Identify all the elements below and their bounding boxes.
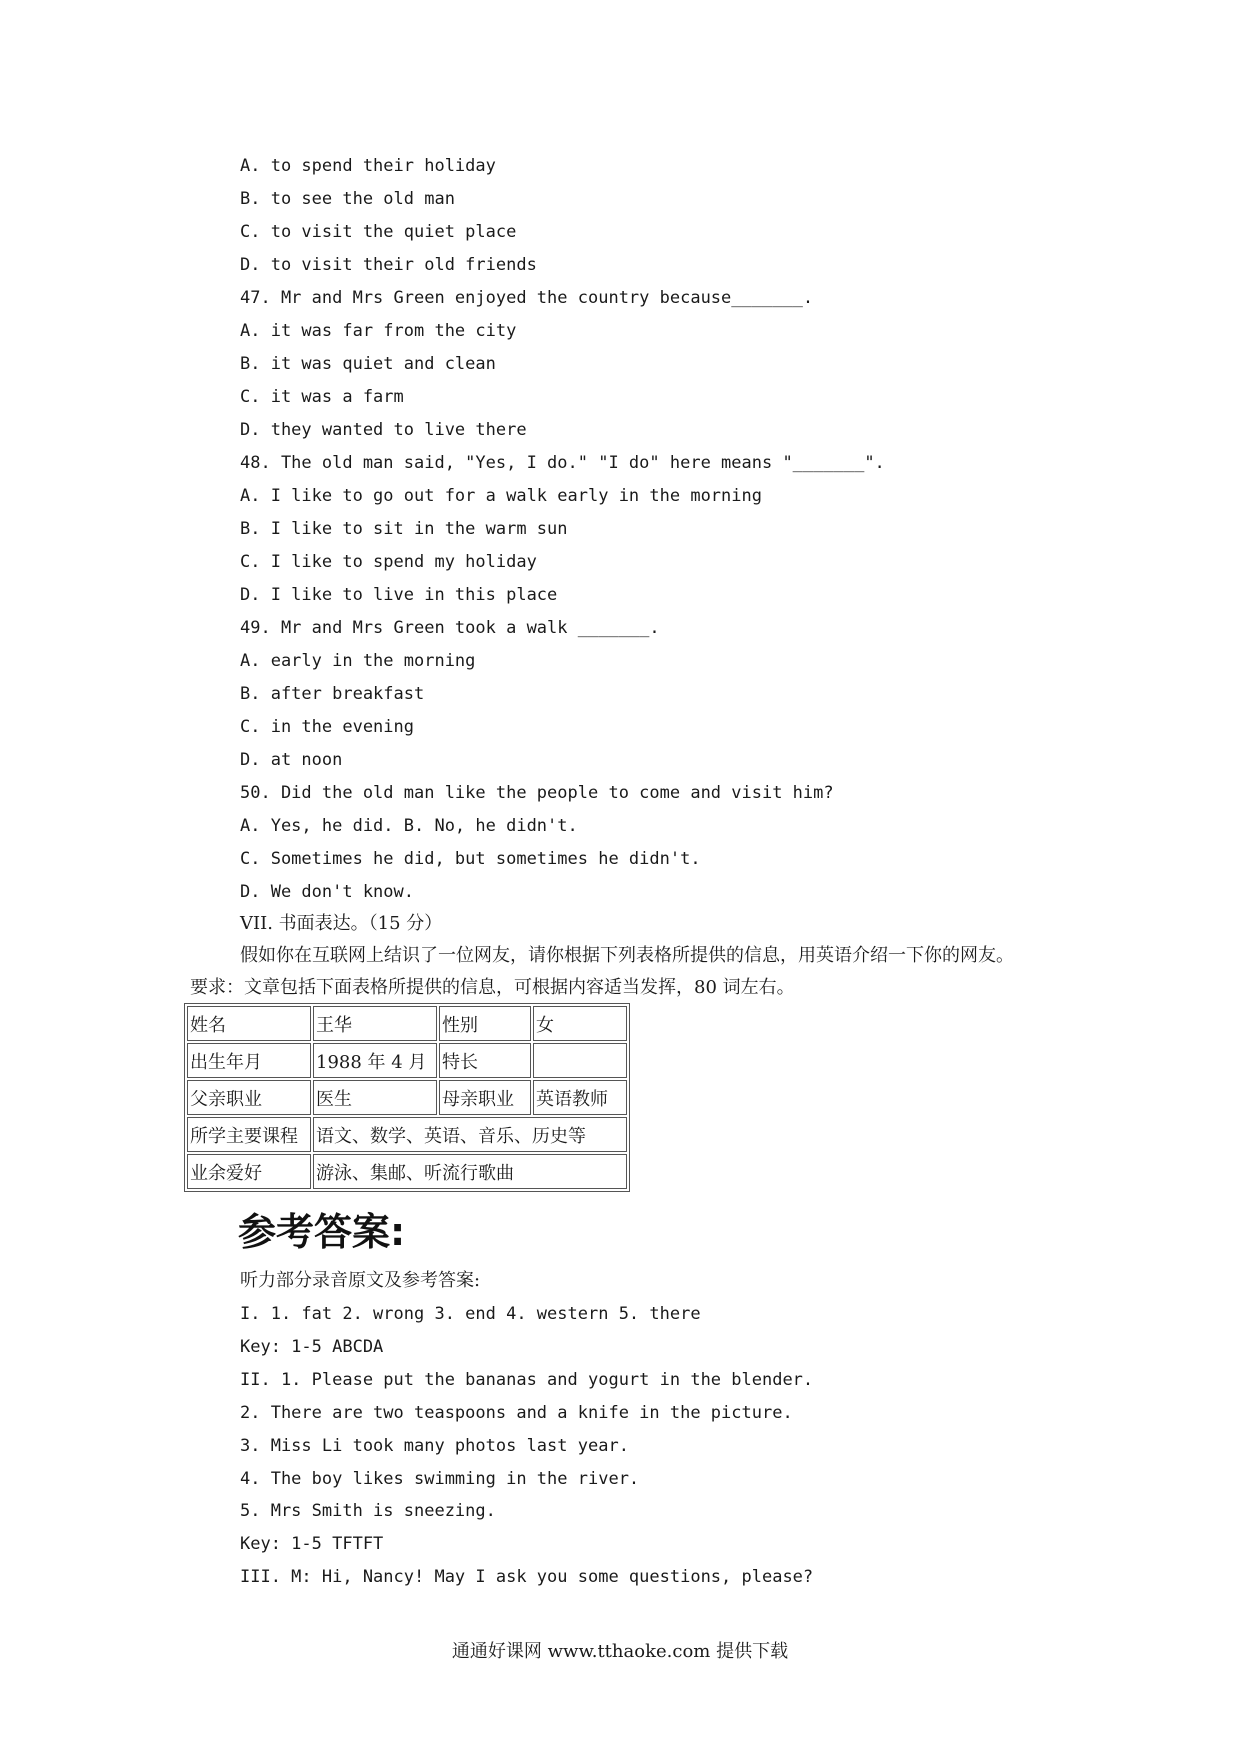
table-cell: 女: [533, 1006, 627, 1041]
page-footer: 通通好课网 www.tthaoke.com 提供下载: [451, 1641, 789, 1662]
answer-key: Key: 1-5 TFTFT: [240, 1534, 384, 1554]
answer-line: I. 1. fat 2. wrong 3. end 4. western 5. there: [240, 1304, 701, 1324]
answer-line: 5. Mrs Smith is sneezing.: [240, 1501, 496, 1521]
writing-prompt: 假如你在互联网上结识了一位网友，请你根据下列表格所提供的信息，用英语介绍一下你的网友。: [240, 945, 1014, 966]
table-cell: 游泳、集邮、听流行歌曲: [313, 1154, 627, 1189]
table-cell: 特长: [439, 1043, 531, 1078]
table-cell: 1988 年 4 月: [313, 1043, 437, 1078]
answer-line: II. 1. Please put the bananas and yogurt in the blender.: [240, 1370, 814, 1390]
pen-pal-info-table: [184, 1003, 630, 1192]
option-line: D. to visit their old friends: [240, 255, 537, 275]
question-48: 48. The old man said, "Yes, I do." "I do" here means "_______".: [240, 453, 885, 473]
option-line: A. I like to go out for a walk early in the morning: [240, 486, 762, 506]
table-cell: 姓名: [187, 1006, 311, 1041]
writing-requirement: 要求：文章包括下面表格所提供的信息，可根据内容适当发挥，80 词左右。: [190, 977, 795, 998]
table-row: [187, 1080, 627, 1115]
option-line: C. it was a farm: [240, 387, 404, 407]
answers-title: 参考答案:: [238, 1210, 406, 1254]
option-line: B. I like to sit in the warm sun: [240, 519, 568, 539]
question-49: 49. Mr and Mrs Green took a walk _______.: [240, 618, 660, 638]
table-row: [187, 1043, 627, 1078]
writing-heading: VII. 书面表达。（15 分）: [240, 913, 443, 934]
table-cell: 王华: [313, 1006, 437, 1041]
option-line: D. I like to live in this place: [240, 585, 558, 605]
option-line: B. after breakfast: [240, 684, 425, 704]
table-cell: 语文、数学、英语、音乐、历史等: [313, 1117, 627, 1152]
table-cell: 医生: [313, 1080, 437, 1115]
answer-line: 4. The boy likes swimming in the river.: [240, 1469, 640, 1489]
question-47: 47. Mr and Mrs Green enjoyed the country because_______.: [240, 288, 814, 308]
table-row: [187, 1154, 627, 1189]
option-line: A. it was far from the city: [240, 321, 517, 341]
table-cell: 出生年月: [187, 1043, 311, 1078]
table-cell: 母亲职业: [439, 1080, 531, 1115]
table-row: [187, 1117, 627, 1152]
option-line: D. at noon: [240, 750, 343, 770]
answer-line: 3. Miss Li took many photos last year.: [240, 1436, 629, 1456]
answers-intro: 听力部分录音原文及参考答案:: [240, 1270, 481, 1291]
option-line: C. I like to spend my holiday: [240, 552, 537, 572]
option-line: B. it was quiet and clean: [240, 354, 496, 374]
option-line: C. in the evening: [240, 717, 414, 737]
table-cell: 英语教师: [533, 1080, 627, 1115]
table-cell: 业余爱好: [187, 1154, 311, 1189]
answer-line: III. M: Hi, Nancy! May I ask you some questions, please?: [240, 1567, 814, 1587]
option-line: A. early in the morning: [240, 651, 476, 671]
question-50: 50. Did the old man like the people to come and visit him?: [240, 783, 834, 803]
option-line: B. to see the old man: [240, 189, 455, 209]
table-cell: 父亲职业: [187, 1080, 311, 1115]
table-cell: 性别: [439, 1006, 531, 1041]
option-line: C. Sometimes he did, but sometimes he didn't.: [240, 849, 701, 869]
option-line: A. to spend their holiday: [240, 156, 496, 176]
option-line: A. Yes, he did. B. No, he didn't.: [240, 816, 578, 836]
table-cell: [533, 1043, 627, 1078]
option-line: D. they wanted to live there: [240, 420, 527, 440]
table-cell: 所学主要课程: [187, 1117, 311, 1152]
option-line: C. to visit the quiet place: [240, 222, 517, 242]
answer-key: Key: 1-5 ABCDA: [240, 1337, 384, 1357]
option-line: D. We don't know.: [240, 882, 414, 902]
answer-line: 2. There are two teaspoons and a knife in the picture.: [240, 1403, 793, 1423]
table-row: [187, 1006, 627, 1041]
